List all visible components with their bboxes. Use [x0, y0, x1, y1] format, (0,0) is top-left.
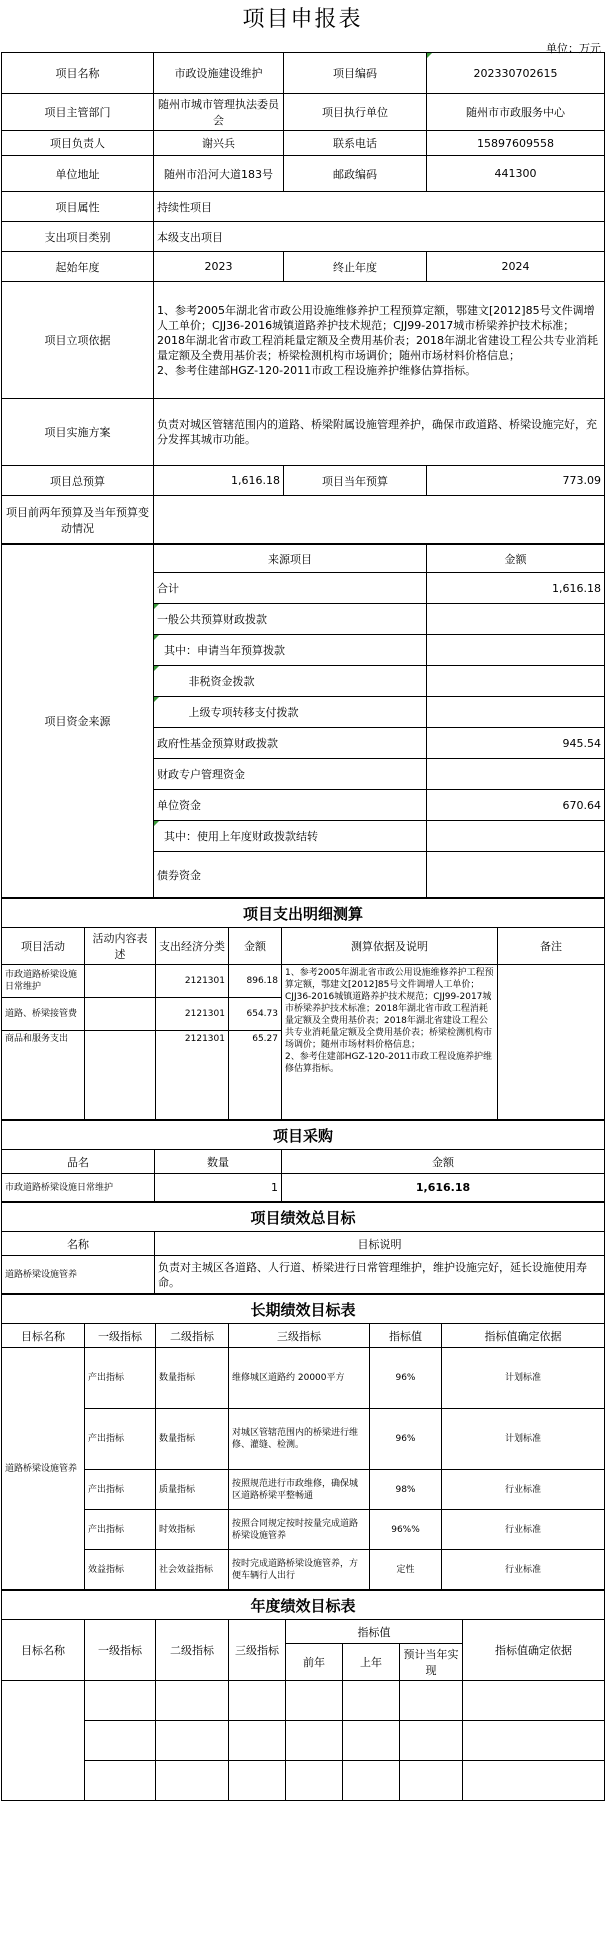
long-term-val: 定性	[370, 1550, 442, 1590]
annual-cell	[229, 1681, 286, 1721]
detail-desc	[85, 965, 156, 998]
attr-label: 项目属性	[2, 192, 154, 222]
detail-amount: 896.18	[229, 965, 282, 998]
detail-desc	[85, 1031, 156, 1120]
long-term-basis: 行业标准	[442, 1470, 605, 1510]
funding-row-name: 财政专户管理资金	[154, 759, 427, 790]
funding-row-amount: 670.64	[427, 790, 605, 821]
long-term-basis: 行业标准	[442, 1510, 605, 1550]
purchase-name: 市政道路桥梁设施日常维护	[2, 1174, 155, 1202]
long-term-l3: 对城区管辖范围内的桥梁进行维修、灌缝、检测。	[229, 1409, 370, 1470]
project-code-value: 202330702615	[427, 53, 605, 94]
annual-cell	[286, 1721, 343, 1761]
purchase-header: 品名	[2, 1150, 155, 1174]
start-year-label: 起始年度	[2, 252, 154, 282]
annual-cell	[229, 1721, 286, 1761]
detail-header: 活动内容表述	[85, 928, 156, 965]
detail-header: 项目活动	[2, 928, 85, 965]
funding-row-amount	[427, 666, 605, 697]
long-term-header: 指标值确定依据	[442, 1324, 605, 1348]
category-label: 支出项目类别	[2, 222, 154, 252]
annual-header: 二级指标	[156, 1620, 229, 1681]
long-term-l3: 按照规范进行市政维修，确保城区道路桥梁平整畅通	[229, 1470, 370, 1510]
annual-cell	[85, 1681, 156, 1721]
long-term-l3: 按时完成道路桥梁设施管养，方便车辆行人出行	[229, 1550, 370, 1590]
annual-cell	[156, 1761, 229, 1801]
year-budget-value: 773.09	[427, 466, 605, 496]
funding-row-name: 合计	[154, 573, 427, 604]
annual-cell	[463, 1721, 605, 1761]
address-label: 单位地址	[2, 156, 154, 192]
plan-label: 项目实施方案	[2, 399, 154, 466]
perf-total-header: 目标说明	[155, 1232, 605, 1256]
dept-label: 项目主管部门	[2, 94, 154, 131]
funding-row-amount: 945.54	[427, 728, 605, 759]
unit-label: 单位：万元	[546, 42, 601, 55]
purchase-title: 项目采购	[2, 1121, 605, 1150]
detail-activity: 商品和服务支出	[2, 1031, 85, 1120]
funding-source-table	[1, 544, 605, 898]
funding-row-name: 一般公共预算财政拨款	[154, 604, 427, 635]
funding-label: 项目资金来源	[2, 545, 154, 898]
basic-info-table	[1, 52, 605, 544]
annual-cell	[463, 1761, 605, 1801]
end-year-label: 终止年度	[284, 252, 427, 282]
long-term-header: 指标值	[370, 1324, 442, 1348]
long-term-header: 三级指标	[229, 1324, 370, 1348]
funding-col-source: 来源项目	[154, 545, 427, 573]
address-value: 随州市沿河大道183号	[154, 156, 284, 192]
detail-remark	[498, 965, 605, 1120]
funding-row-name: 其中：申请当年预算拨款	[154, 635, 427, 666]
purchase-amount: 1,616.18	[282, 1174, 605, 1202]
budget-change-label: 项目前两年预算及当年预算变动情况	[2, 496, 154, 544]
long-term-val: 96%%	[370, 1510, 442, 1550]
annual-title: 年度绩效目标表	[2, 1591, 605, 1620]
annual-cell	[85, 1761, 156, 1801]
expense-detail-title: 项目支出明细测算	[2, 899, 605, 928]
dept-value: 随州市城市管理执法委员会	[154, 94, 284, 131]
long-term-basis: 计划标准	[442, 1348, 605, 1409]
funding-row-name: 其中：使用上年度财政拨款结转	[154, 821, 427, 852]
annual-cell	[286, 1761, 343, 1801]
project-code-label: 项目编码	[284, 53, 427, 94]
annual-cell	[229, 1761, 286, 1801]
phone-label: 联系电话	[284, 131, 427, 156]
funding-row-name: 非税资金拨款	[154, 666, 427, 697]
long-term-header: 目标名称	[2, 1324, 85, 1348]
long-term-l1: 效益指标	[85, 1550, 156, 1590]
annual-subheader: 前年	[286, 1644, 343, 1681]
total-budget-value: 1,616.18	[154, 466, 284, 496]
year-budget-label: 项目当年预算	[284, 466, 427, 496]
detail-amount: 654.73	[229, 998, 282, 1031]
annual-cell	[400, 1681, 463, 1721]
long-term-header: 一级指标	[85, 1324, 156, 1348]
leader-label: 项目负责人	[2, 131, 154, 156]
long-term-basis: 计划标准	[442, 1409, 605, 1470]
budget-change-value	[154, 496, 605, 544]
leader-value: 谢兴兵	[154, 131, 284, 156]
annual-header: 一级指标	[85, 1620, 156, 1681]
perf-total-desc: 负责对主城区各道路、人行道、桥梁进行日常管理维护，维护设施完好，延长设施使用寿命。	[155, 1256, 605, 1294]
detail-activity: 道路、桥梁接管费	[2, 998, 85, 1031]
long-term-title: 长期绩效目标表	[2, 1295, 605, 1324]
funding-row-amount	[427, 821, 605, 852]
category-value: 本级支出项目	[154, 222, 605, 252]
funding-row-amount	[427, 852, 605, 898]
annual-header: 三级指标	[229, 1620, 286, 1681]
funding-row-amount	[427, 604, 605, 635]
long-term-val: 96%	[370, 1348, 442, 1409]
annual-cell	[286, 1681, 343, 1721]
postcode-value: 441300	[427, 156, 605, 192]
detail-desc	[85, 998, 156, 1031]
performance-total-table	[1, 1202, 605, 1294]
long-term-val: 98%	[370, 1470, 442, 1510]
total-budget-label: 项目总预算	[2, 466, 154, 496]
annual-cell	[343, 1761, 400, 1801]
annual-cell	[156, 1721, 229, 1761]
basis-label: 项目立项依据	[2, 282, 154, 399]
annual-header: 目标名称	[2, 1620, 85, 1681]
purchase-qty: 1	[155, 1174, 282, 1202]
annual-cell	[156, 1681, 229, 1721]
expense-detail-table	[1, 898, 605, 1120]
detail-header: 金额	[229, 928, 282, 965]
annual-cell	[463, 1681, 605, 1721]
funding-col-amount: 金额	[427, 545, 605, 573]
long-term-goal: 道路桥梁设施管养	[2, 1348, 85, 1590]
page-title: 项目申报表	[242, 7, 363, 32]
funding-row-amount	[427, 635, 605, 666]
long-term-l2: 数量指标	[156, 1348, 229, 1409]
phone-value: 15897609558	[427, 131, 605, 156]
long-term-l1: 产出指标	[85, 1409, 156, 1470]
long-term-val: 96%	[370, 1409, 442, 1470]
performance-total-title: 项目绩效总目标	[2, 1203, 605, 1232]
funding-row-name: 政府性基金预算财政拨款	[154, 728, 427, 759]
purchase-header: 金额	[282, 1150, 605, 1174]
long-term-table	[1, 1294, 605, 1590]
plan-text: 负责对城区管辖范围内的道路、桥梁附属设施管理养护，确保市政道路、桥梁设施完好，充分发挥其城市功能。	[154, 399, 605, 466]
perf-total-header: 名称	[2, 1232, 155, 1256]
long-term-l2: 质量指标	[156, 1470, 229, 1510]
detail-basis: 1、参考2005年湖北省市政公用设施维修养护工程预算定额，鄂建文[2012]85号文件调增人工单价；CJJ36-2016城镇道路养护技术规范；CJJ99-2017城市桥梁养护技术标准；2018年湖北省市政工程消耗量定额及全费用基价表；2018年湖北省建设工程公共专业消耗量定额及全费用基价表；桥梁检测机构市场调价；随州市场材料价格信息； 2、参考住建部HGZ-120-2011市政工程设施养护维修估算指标。	[282, 965, 498, 1120]
exec-unit-value: 随州市市政服务中心	[427, 94, 605, 131]
long-term-header: 二级指标	[156, 1324, 229, 1348]
long-term-l1: 产出指标	[85, 1348, 156, 1409]
purchase-table	[1, 1120, 605, 1202]
long-term-basis: 行业标准	[442, 1550, 605, 1590]
funding-row-amount	[427, 697, 605, 728]
annual-cell	[343, 1681, 400, 1721]
funding-row-name: 债券资金	[154, 852, 427, 898]
detail-activity: 市政道路桥梁设施日常维护	[2, 965, 85, 998]
annual-cell	[400, 1761, 463, 1801]
detail-header: 测算依据及说明	[282, 928, 498, 965]
long-term-l2: 时效指标	[156, 1510, 229, 1550]
detail-header: 备注	[498, 928, 605, 965]
annual-cell	[2, 1681, 85, 1801]
annual-subheader: 上年	[343, 1644, 400, 1681]
end-year-value: 2024	[427, 252, 605, 282]
funding-row-name: 单位资金	[154, 790, 427, 821]
exec-unit-label: 项目执行单位	[284, 94, 427, 131]
project-name-label: 项目名称	[2, 53, 154, 94]
detail-class: 2121301	[156, 1031, 229, 1120]
attr-value: 持续性项目	[154, 192, 605, 222]
annual-table	[1, 1590, 605, 1801]
long-term-l3: 维修城区道路约 20000平方	[229, 1348, 370, 1409]
basis-text: 1、参考2005年湖北省市政公用设施维修养护工程预算定额，鄂建文[2012]85号文件调增人工单价；CJJ36-2016城镇道路养护技术规范；CJJ99-2017城市桥梁养护技术标准；2018年湖北省市政工程消耗量定额及全费用基价表；2018年湖北省建设工程公共专业消耗量定额及全费用基价表；桥梁检测机构市场调价；随州市场材料价格信息； 2、参考住建部HGZ-120-2011市政工程设施养护维修估算指标。	[154, 282, 605, 399]
funding-row-amount	[427, 759, 605, 790]
annual-cell	[343, 1721, 400, 1761]
long-term-l1: 产出指标	[85, 1510, 156, 1550]
annual-cell	[85, 1721, 156, 1761]
long-term-l2: 社会效益指标	[156, 1550, 229, 1590]
detail-amount: 65.27	[229, 1031, 282, 1120]
funding-row-amount: 1,616.18	[427, 573, 605, 604]
detail-class: 2121301	[156, 998, 229, 1031]
perf-total-name: 道路桥梁设施管养	[2, 1256, 155, 1294]
long-term-l3: 按照合同规定按时按量完成道路桥梁设施管养	[229, 1510, 370, 1550]
annual-cell	[400, 1721, 463, 1761]
annual-header: 指标值确定依据	[463, 1620, 605, 1681]
project-name-value: 市政设施建设维护	[154, 53, 284, 94]
detail-header: 支出经济分类	[156, 928, 229, 965]
start-year-value: 2023	[154, 252, 284, 282]
purchase-header: 数量	[155, 1150, 282, 1174]
postcode-label: 邮政编码	[284, 156, 427, 192]
long-term-l1: 产出指标	[85, 1470, 156, 1510]
annual-subheader: 预计当年实现	[400, 1644, 463, 1681]
long-term-l2: 数量指标	[156, 1409, 229, 1470]
annual-header: 指标值	[286, 1620, 463, 1644]
funding-row-name: 上级专项转移支付拨款	[154, 697, 427, 728]
detail-class: 2121301	[156, 965, 229, 998]
